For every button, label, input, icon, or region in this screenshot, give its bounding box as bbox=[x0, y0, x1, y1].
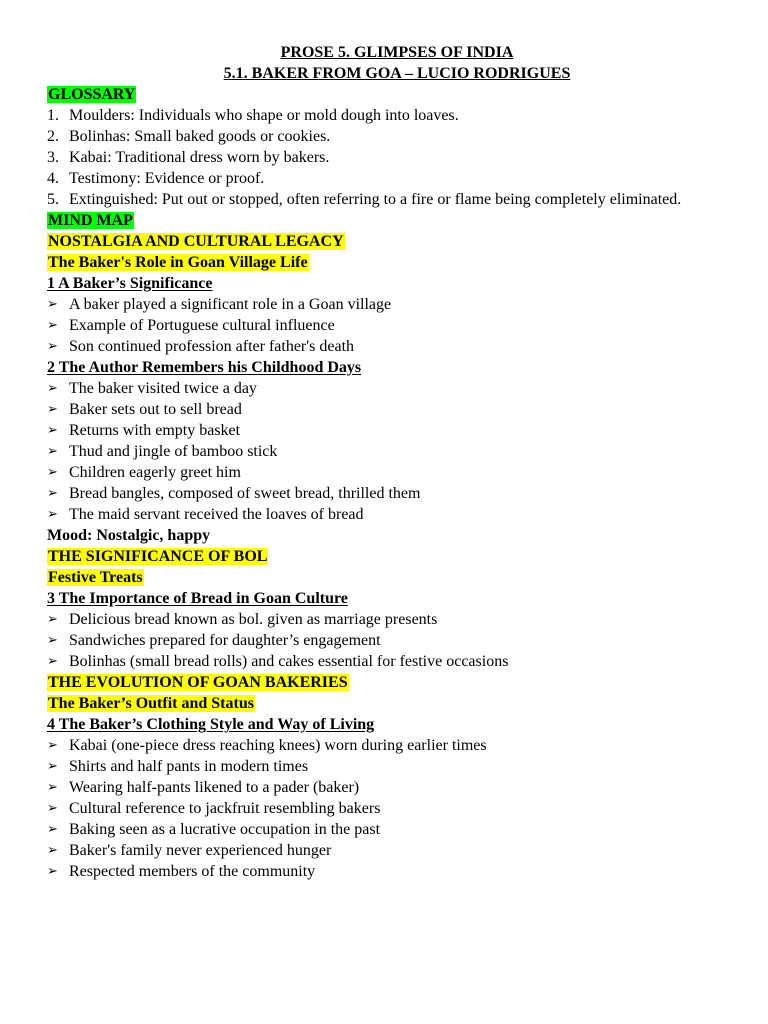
bullet-text: Shirts and half pants in modern times bbox=[69, 758, 309, 775]
bullet-text: Respected members of the community bbox=[69, 863, 316, 880]
arrow-bullet-icon: ➢ bbox=[47, 654, 58, 669]
bullet-text: Delicious bread known as bol. given as marriage presents bbox=[69, 611, 438, 628]
arrow-bullet-icon: ➢ bbox=[47, 318, 58, 333]
bullet-item bbox=[47, 336, 727, 357]
glossary-item-text: Extinguished: Put out or stopped, often referring to a fire or flame being completely eliminated. bbox=[69, 191, 682, 208]
arrow-bullet-icon: ➢ bbox=[47, 864, 58, 879]
bullet-text: Baker sets out to sell bread bbox=[69, 401, 242, 418]
glossary-item-number: 5. bbox=[47, 191, 59, 208]
arrow-bullet-icon: ➢ bbox=[47, 801, 58, 816]
topic-heading-4: 4 The Baker’s Clothing Style and Way of Living bbox=[47, 716, 375, 733]
arrow-bullet-icon: ➢ bbox=[47, 780, 58, 795]
bullet-item bbox=[47, 798, 727, 819]
bullet-text: Baker's family never experienced hunger bbox=[69, 842, 332, 859]
glossary-item bbox=[47, 168, 727, 189]
bullet-item bbox=[47, 483, 727, 504]
glossary-item-text: Testimony: Evidence or proof. bbox=[69, 170, 265, 187]
arrow-bullet-icon: ➢ bbox=[47, 444, 58, 459]
subheading-festive-treats: Festive Treats bbox=[48, 569, 143, 586]
bullet-item bbox=[47, 294, 727, 315]
topic-heading-1: 1 A Baker’s Significance bbox=[47, 275, 213, 292]
bullet-item bbox=[47, 504, 727, 525]
glossary-item bbox=[47, 105, 727, 126]
bullet-item bbox=[47, 735, 727, 756]
bullet-item bbox=[47, 609, 727, 630]
section-heading-nostalgia: NOSTALGIA AND CULTURAL LEGACY bbox=[48, 233, 344, 250]
glossary-item bbox=[47, 126, 727, 147]
arrow-bullet-icon: ➢ bbox=[47, 822, 58, 837]
topic-heading-3: 3 The Importance of Bread in Goan Culture bbox=[47, 590, 348, 607]
glossary-item-text: Bolinhas: Small baked goods or cookies. bbox=[69, 128, 331, 145]
bullet-item bbox=[47, 462, 727, 483]
bullet-item bbox=[47, 777, 727, 798]
section-heading-bol: THE SIGNIFICANCE OF BOL bbox=[48, 548, 268, 565]
mood-line: Mood: Nostalgic, happy bbox=[47, 527, 211, 544]
glossary-item-text: Moulders: Individuals who shape or mold dough into loaves. bbox=[69, 107, 459, 124]
arrow-bullet-icon: ➢ bbox=[47, 465, 58, 480]
document-title: PROSE 5. GLIMPSES OF INDIA bbox=[280, 44, 514, 61]
bullet-item bbox=[47, 441, 727, 462]
bullet-text: Wearing half-pants likened to a pader (baker) bbox=[69, 779, 360, 796]
arrow-bullet-icon: ➢ bbox=[47, 423, 58, 438]
bullet-text: Bolinhas (small bread rolls) and cakes essential for festive occasions bbox=[69, 653, 509, 670]
mind-map-heading: MIND MAP bbox=[48, 212, 133, 229]
document-body bbox=[47, 42, 727, 882]
bullet-item bbox=[47, 630, 727, 651]
arrow-bullet-icon: ➢ bbox=[47, 486, 58, 501]
arrow-bullet-icon: ➢ bbox=[47, 297, 58, 312]
bullet-text: Sandwiches prepared for daughter’s engagement bbox=[69, 632, 381, 649]
arrow-bullet-icon: ➢ bbox=[47, 402, 58, 417]
glossary-item-number: 2. bbox=[47, 128, 59, 145]
arrow-bullet-icon: ➢ bbox=[47, 738, 58, 753]
bullet-text: Son continued profession after father's death bbox=[69, 338, 355, 355]
bullet-text: Example of Portuguese cultural influence bbox=[69, 317, 335, 334]
subheading-outfit-status: The Baker’s Outfit and Status bbox=[48, 695, 254, 712]
bullet-item bbox=[47, 756, 727, 777]
bullet-item bbox=[47, 399, 727, 420]
glossary-item-number: 1. bbox=[47, 107, 59, 124]
bullet-item bbox=[47, 861, 727, 882]
bullet-text: A baker played a significant role in a Goan village bbox=[69, 296, 392, 313]
bullet-text: Cultural reference to jackfruit resembling bakers bbox=[69, 800, 381, 817]
bullet-item bbox=[47, 651, 727, 672]
bullet-text: Bread bangles, composed of sweet bread, thrilled them bbox=[69, 485, 421, 502]
bullet-item bbox=[47, 378, 727, 399]
bullet-text: Returns with empty basket bbox=[69, 422, 241, 439]
document-subtitle: 5.1. BAKER FROM GOA – LUCIO RODRIGUES bbox=[223, 65, 571, 82]
bullet-item bbox=[47, 819, 727, 840]
glossary-item-number: 3. bbox=[47, 149, 59, 166]
bullet-item bbox=[47, 315, 727, 336]
glossary-item-text: Kabai: Traditional dress worn by bakers. bbox=[69, 149, 330, 166]
bullet-text: Thud and jingle of bamboo stick bbox=[69, 443, 278, 460]
glossary-item bbox=[47, 147, 727, 168]
bullet-text: Baking seen as a lucrative occupation in the past bbox=[69, 821, 381, 838]
arrow-bullet-icon: ➢ bbox=[47, 507, 58, 522]
glossary-item bbox=[47, 189, 687, 210]
bullet-text: Children eagerly greet him bbox=[69, 464, 241, 481]
bullet-text: The baker visited twice a day bbox=[69, 380, 257, 397]
arrow-bullet-icon: ➢ bbox=[47, 759, 58, 774]
subheading-baker-role: The Baker's Role in Goan Village Life bbox=[48, 254, 308, 271]
arrow-bullet-icon: ➢ bbox=[47, 633, 58, 648]
bullet-item bbox=[47, 420, 727, 441]
arrow-bullet-icon: ➢ bbox=[47, 339, 58, 354]
arrow-bullet-icon: ➢ bbox=[47, 381, 58, 396]
glossary-heading: GLOSSARY bbox=[48, 86, 136, 103]
bullet-text: Kabai (one-piece dress reaching knees) worn during earlier times bbox=[69, 737, 487, 754]
arrow-bullet-icon: ➢ bbox=[47, 843, 58, 858]
bullet-item bbox=[47, 840, 727, 861]
section-heading-evolution: THE EVOLUTION OF GOAN BAKERIES bbox=[48, 674, 348, 691]
bullet-text: The maid servant received the loaves of bread bbox=[69, 506, 364, 523]
topic-heading-2: 2 The Author Remembers his Childhood Days bbox=[47, 359, 362, 376]
glossary-item-number: 4. bbox=[47, 170, 59, 187]
arrow-bullet-icon: ➢ bbox=[47, 612, 58, 627]
